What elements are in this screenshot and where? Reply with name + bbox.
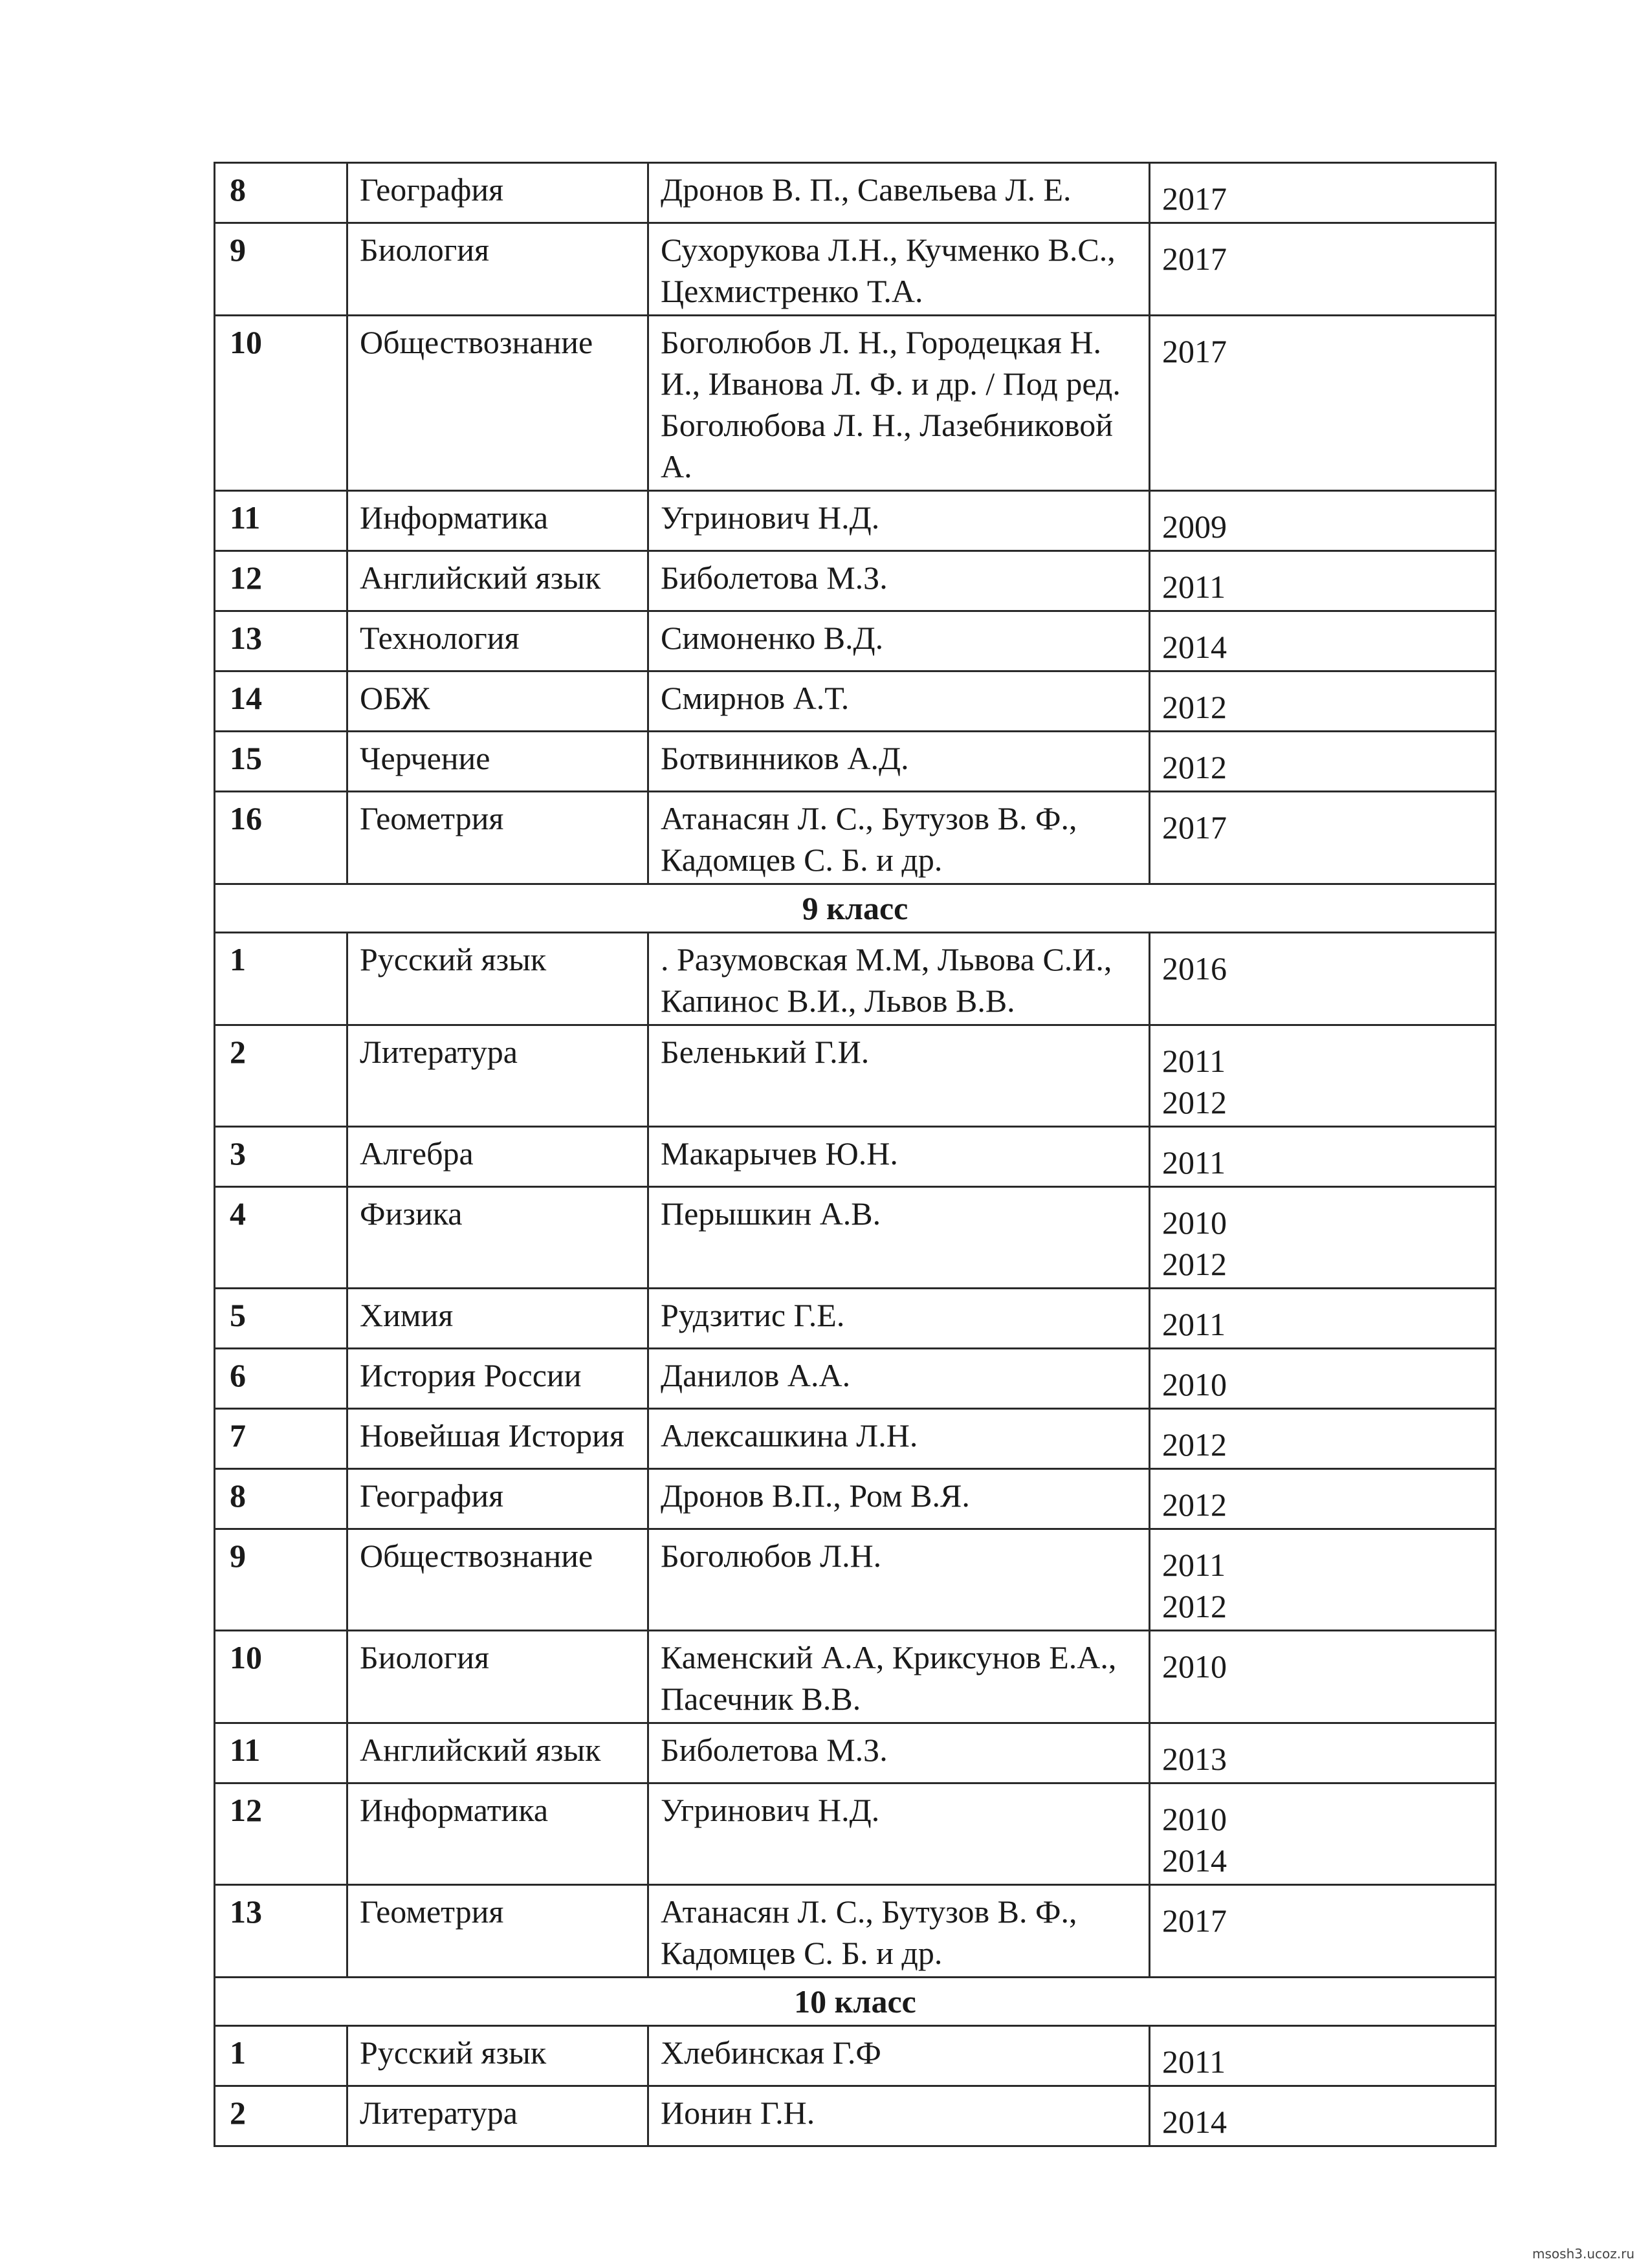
authors-cell: Боголюбов Л.Н. <box>648 1529 1150 1631</box>
publication-year: 2011 <box>1162 2044 1226 2080</box>
year-cell <box>1150 1289 1496 1349</box>
year-cell <box>1150 1631 1496 1723</box>
subject-cell: Геометрия <box>347 792 648 884</box>
year-cell <box>1150 551 1496 611</box>
year-cell <box>1150 732 1496 792</box>
subject-cell: Обществознание <box>347 316 648 491</box>
row-number: 11 <box>215 1723 347 1783</box>
row-number: 8 <box>215 1469 347 1529</box>
table-row <box>215 163 1496 223</box>
year-cell <box>1150 1187 1496 1289</box>
subject-cell: История России <box>347 1349 648 1409</box>
row-number: 5 <box>215 1289 347 1349</box>
authors-cell: Смирнов А.Т. <box>648 671 1150 732</box>
subject-cell: Новейшая История <box>347 1409 648 1469</box>
subject-cell: Алгебра <box>347 1127 648 1187</box>
publication-year: 2012 <box>1162 1426 1227 1463</box>
table-row <box>215 933 1496 1025</box>
row-number: 16 <box>215 792 347 884</box>
publication-year: 2011 <box>1162 1144 1226 1181</box>
row-number: 11 <box>215 491 347 551</box>
authors-cell: Атанасян Л. С., Бутузов В. Ф., Кадомцев С. Б. и др. <box>648 792 1150 884</box>
subject-cell: Биология <box>347 223 648 316</box>
table-row <box>215 1723 1496 1783</box>
table-row <box>215 1289 1496 1349</box>
year-cell <box>1150 671 1496 732</box>
row-number: 12 <box>215 1783 347 1885</box>
publication-year: 2011 <box>1162 569 1226 605</box>
table-row <box>215 671 1496 732</box>
authors-cell: Сухорукова Л.Н., Кучменко В.С., Цехмистренко Т.А. <box>648 223 1150 316</box>
subject-cell: Русский язык <box>347 933 648 1025</box>
row-number: 1 <box>215 933 347 1025</box>
year-cell <box>1150 2086 1496 2146</box>
publication-year: 2010 <box>1162 1801 1227 1837</box>
table-row <box>215 792 1496 884</box>
year-cell <box>1150 316 1496 491</box>
authors-cell: Каменский А.А, Криксунов Е.А., Пасечник В.В. <box>648 1631 1150 1723</box>
authors-cell: Ботвинников А.Д. <box>648 732 1150 792</box>
table-row <box>215 1885 1496 1978</box>
year-cell <box>1150 491 1496 551</box>
year-cell <box>1150 792 1496 884</box>
watermark-text: msosh3.ucoz.ru <box>1532 2246 1634 2262</box>
authors-cell: Биболетова М.З. <box>648 1723 1150 1783</box>
subject-cell: Английский язык <box>347 551 648 611</box>
section-title: 9 класс <box>215 884 1496 933</box>
row-number: 2 <box>215 2086 347 2146</box>
publication-year: 2017 <box>1162 180 1227 217</box>
publication-year: 2017 <box>1162 241 1227 277</box>
table-row <box>215 1529 1496 1631</box>
table-row <box>215 732 1496 792</box>
row-number: 1 <box>215 2026 347 2086</box>
year-cell <box>1150 611 1496 671</box>
publication-year: 2017 <box>1162 1903 1227 1939</box>
subject-cell: Геометрия <box>347 1885 648 1978</box>
publication-year: 2017 <box>1162 809 1227 845</box>
authors-cell: Симоненко В.Д. <box>648 611 1150 671</box>
publication-year: 2011 <box>1162 1043 1226 1079</box>
authors-cell: Макарычев Ю.Н. <box>648 1127 1150 1187</box>
year-cell <box>1150 1409 1496 1469</box>
authors-cell: Биболетова М.З. <box>648 551 1150 611</box>
authors-cell: Хлебинская Г.Ф <box>648 2026 1150 2086</box>
table-row <box>215 1469 1496 1529</box>
subject-cell: Биология <box>347 1631 648 1723</box>
publication-year: 2012 <box>1162 689 1227 725</box>
subject-cell: Физика <box>347 1187 648 1289</box>
authors-cell: Алексашкина Л.Н. <box>648 1409 1150 1469</box>
row-number: 10 <box>215 1631 347 1723</box>
year-cell <box>1150 1885 1496 1978</box>
authors-cell: Рудзитис Г.Е. <box>648 1289 1150 1349</box>
row-number: 4 <box>215 1187 347 1289</box>
table-row <box>215 1349 1496 1409</box>
year-cell <box>1150 1783 1496 1885</box>
publication-year: 2012 <box>1162 749 1227 785</box>
row-number: 9 <box>215 223 347 316</box>
subject-cell: Русский язык <box>347 2026 648 2086</box>
year-cell <box>1150 163 1496 223</box>
publication-year: 2009 <box>1162 508 1227 545</box>
publication-year: 2012 <box>1162 1588 1227 1624</box>
publication-year: 2014 <box>1162 1842 1227 1879</box>
row-number: 13 <box>215 611 347 671</box>
publication-year: 2012 <box>1162 1084 1227 1120</box>
table-row <box>215 491 1496 551</box>
publication-year: 2014 <box>1162 2104 1227 2140</box>
authors-cell: Дронов В.П., Ром В.Я. <box>648 1469 1150 1529</box>
table-row <box>215 1025 1496 1127</box>
publication-year: 2013 <box>1162 1741 1227 1777</box>
authors-cell: Угринович Н.Д. <box>648 1783 1150 1885</box>
authors-cell: Беленький Г.И. <box>648 1025 1150 1127</box>
row-number: 8 <box>215 163 347 223</box>
year-cell <box>1150 1025 1496 1127</box>
subject-cell: Литература <box>347 1025 648 1127</box>
table-row <box>215 2086 1496 2146</box>
subject-cell: Информатика <box>347 491 648 551</box>
year-cell <box>1150 2026 1496 2086</box>
row-number: 15 <box>215 732 347 792</box>
subject-cell: ОБЖ <box>347 671 648 732</box>
publication-year: 2017 <box>1162 333 1227 369</box>
publication-year: 2014 <box>1162 629 1227 665</box>
authors-cell: Ионин Г.Н. <box>648 2086 1150 2146</box>
subject-cell: География <box>347 1469 648 1529</box>
row-number: 14 <box>215 671 347 732</box>
authors-cell: Атанасян Л. С., Бутузов В. Ф., Кадомцев С. Б. и др. <box>648 1885 1150 1978</box>
subject-cell: Информатика <box>347 1783 648 1885</box>
section-header-row <box>215 1978 1496 2026</box>
section-title: 10 класс <box>215 1978 1496 2026</box>
year-cell <box>1150 1723 1496 1783</box>
table-row <box>215 611 1496 671</box>
publication-year: 2010 <box>1162 1366 1227 1402</box>
subject-cell: Технология <box>347 611 648 671</box>
year-cell <box>1150 933 1496 1025</box>
publication-year: 2010 <box>1162 1205 1227 1241</box>
row-number: 2 <box>215 1025 347 1127</box>
authors-cell: . Разумовская М.М, Львова С.И., Капинос В.И., Львов В.В. <box>648 933 1150 1025</box>
publication-year: 2011 <box>1162 1547 1226 1583</box>
year-cell <box>1150 1529 1496 1631</box>
section-header-row <box>215 884 1496 933</box>
table-row <box>215 223 1496 316</box>
row-number: 9 <box>215 1529 347 1631</box>
authors-cell: Угринович Н.Д. <box>648 491 1150 551</box>
publication-year: 2012 <box>1162 1246 1227 1282</box>
row-number: 10 <box>215 316 347 491</box>
subject-cell: Обществознание <box>347 1529 648 1631</box>
table-row <box>215 1127 1496 1187</box>
table-body <box>215 163 1496 2146</box>
table-row <box>215 1631 1496 1723</box>
year-cell <box>1150 1469 1496 1529</box>
table-row <box>215 316 1496 491</box>
year-cell <box>1150 1127 1496 1187</box>
table-row <box>215 1783 1496 1885</box>
publication-year: 2016 <box>1162 950 1227 987</box>
row-number: 6 <box>215 1349 347 1409</box>
authors-cell: Дронов В. П., Савельева Л. Е. <box>648 163 1150 223</box>
table-row <box>215 2026 1496 2086</box>
authors-cell: Боголюбов Л. Н., Городецкая Н. И., Иванова Л. Ф. и др. / Под ред. Боголюбова Л. Н., Лазебниковой А. <box>648 316 1150 491</box>
table-row <box>215 1187 1496 1289</box>
table-row <box>215 551 1496 611</box>
subject-cell: Химия <box>347 1289 648 1349</box>
publication-year: 2012 <box>1162 1487 1227 1523</box>
row-number: 3 <box>215 1127 347 1187</box>
row-number: 13 <box>215 1885 347 1978</box>
subject-cell: Литература <box>347 2086 648 2146</box>
year-cell <box>1150 223 1496 316</box>
textbook-table <box>214 162 1497 2147</box>
row-number: 7 <box>215 1409 347 1469</box>
authors-cell: Данилов А.А. <box>648 1349 1150 1409</box>
year-cell <box>1150 1349 1496 1409</box>
authors-cell: Перышкин А.В. <box>648 1187 1150 1289</box>
publication-year: 2010 <box>1162 1648 1227 1685</box>
table-row <box>215 1409 1496 1469</box>
row-number: 12 <box>215 551 347 611</box>
publication-year: 2011 <box>1162 1306 1226 1342</box>
subject-cell: Английский язык <box>347 1723 648 1783</box>
subject-cell: География <box>347 163 648 223</box>
subject-cell: Черчение <box>347 732 648 792</box>
